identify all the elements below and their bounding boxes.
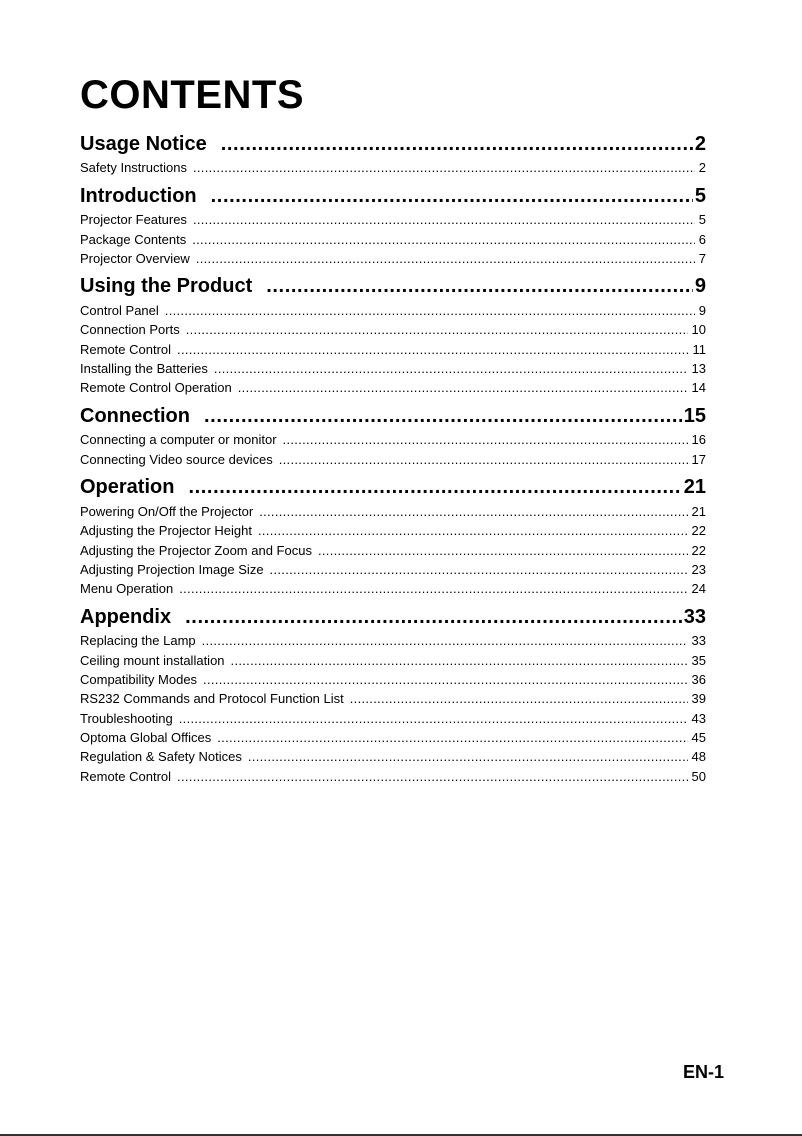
toc-section[interactable] [80,599,706,632]
dot-leader [279,450,688,469]
toc-entry-page: 43 [691,710,706,726]
toc-entry-label: Troubleshooting [80,710,173,726]
toc-entry-label: Compatibility Modes [80,671,198,687]
toc-entry-page: 23 [691,561,706,577]
dot-leader [221,130,693,159]
dot-leader [350,689,688,708]
dot-leader [188,473,681,502]
toc-entry-label: Regulation & Safety Notices [80,749,242,765]
dot-leader [186,320,688,339]
toc-entry-label: Adjusting the Projector Zoom and Focus [80,542,312,558]
toc-section-page: 21 [683,476,706,499]
dot-leader [179,709,688,728]
toc-entry-label: Remote Control [80,768,172,784]
toc-entry[interactable] [80,579,706,598]
dot-leader [202,631,688,650]
toc-entry-label: Remote Control [80,341,172,357]
toc-entry-label: Package Contents [80,231,187,247]
page-title: CONTENTS [80,73,304,117]
toc-entry[interactable] [80,430,706,449]
toc-entry-label: Installing the Batteries [80,361,208,377]
toc-entry-label: Connecting Video source devices [80,451,273,467]
dot-leader [238,378,688,397]
toc-entry-page: 36 [691,671,706,687]
toc-section-page: 9 [694,275,706,298]
toc-entry-page: 16 [691,432,706,448]
toc-entry-page: 48 [691,749,706,765]
toc-entry[interactable] [80,670,706,689]
dot-leader [217,728,687,747]
toc-entry-label: Connecting a computer or monitor [80,432,277,448]
toc-entry[interactable] [80,301,706,320]
toc-entry-label: Optoma Global Offices [80,729,212,745]
dot-leader [185,603,682,632]
dot-leader [283,430,688,449]
toc-entry-page: 10 [691,322,706,338]
toc-entry-page: 14 [691,380,706,396]
page-number: EN-1 [682,1062,724,1082]
toc-section[interactable] [80,268,706,301]
toc-entry-page: 2 [698,160,706,176]
toc-entry[interactable] [80,521,706,540]
toc-entry[interactable] [80,378,706,397]
toc-entry-label: Ceiling mount installation [80,652,225,668]
toc-entry-label: Powering On/Off the Projector [80,503,254,519]
toc-entry-page: 13 [691,361,706,377]
toc-entry[interactable] [80,158,706,177]
toc-entry-page: 17 [691,451,706,467]
dot-leader [259,502,687,521]
dot-leader [192,230,695,249]
dot-leader [211,182,693,211]
toc-entry[interactable] [80,709,706,728]
toc-entry-label: Connection Ports [80,322,180,338]
toc-entry-page: 7 [698,251,706,266]
toc-entry[interactable] [80,249,706,268]
toc-entry-page: 21 [691,503,706,519]
dot-leader [318,541,688,560]
toc-entry[interactable] [80,560,706,579]
toc-entry-page: 22 [691,542,706,558]
toc-entry-page: 22 [691,523,706,539]
dot-leader [179,579,687,598]
toc-section-page: 5 [694,184,706,207]
toc-entry-page: 39 [691,691,706,707]
dot-leader [266,272,693,301]
toc-section[interactable] [80,126,706,159]
toc-entry[interactable] [80,450,706,469]
toc-entry-label: Remote Control Operation [80,380,232,396]
toc-section-label: Appendix [80,605,172,628]
dot-leader [270,560,688,579]
toc-entry-page: 33 [691,633,706,649]
toc-entry[interactable] [80,728,706,747]
toc-entry[interactable] [80,502,706,521]
toc-section-label: Using the Product [80,275,253,298]
toc-entry[interactable] [80,747,706,766]
dot-leader [196,249,695,268]
toc-entry-page: 5 [698,212,706,228]
dot-leader [231,651,688,670]
toc-entry-page: 9 [698,303,706,319]
toc-entry-page: 24 [691,581,706,597]
toc-section-page: 15 [683,404,706,427]
toc-section-label: Connection [80,404,190,427]
toc-entry-label: Replacing the Lamp [80,633,196,649]
dot-leader [214,359,688,378]
toc-entry-page: 50 [691,768,706,784]
dot-leader [193,158,695,177]
dot-leader [193,210,695,229]
toc-entry[interactable] [80,340,706,359]
toc-entry[interactable] [80,631,706,650]
toc-entry-label: Safety Instructions [80,160,187,176]
dot-leader [248,747,688,766]
toc-entry[interactable] [80,651,706,670]
dot-leader [177,767,687,786]
dot-leader [165,301,695,320]
toc-section-label: Usage Notice [80,132,207,155]
toc-entry[interactable] [80,230,706,249]
toc-entry-label: Menu Operation [80,581,174,597]
toc-entry[interactable] [80,210,706,229]
toc-section-page: 2 [694,132,706,155]
toc-section-label: Introduction [80,184,197,207]
toc-entry-label: Projector Features [80,212,187,228]
toc-entry[interactable] [80,359,706,378]
toc-section-label: Operation [80,476,175,499]
toc-entry-page: 35 [691,652,706,668]
toc-entry[interactable] [80,767,706,786]
table-of-contents [80,126,706,786]
toc-entry-page: 45 [691,729,706,745]
dot-leader [177,340,688,359]
toc-section[interactable] [80,398,706,431]
toc-section[interactable] [80,469,706,502]
toc-entry-label: Adjusting the Projector Height [80,523,252,539]
toc-entry-page: 6 [698,231,706,247]
toc-entry[interactable] [80,320,706,339]
toc-entry-label: Control Panel [80,303,159,319]
toc-entry[interactable] [80,689,706,708]
toc-section[interactable] [80,178,706,211]
dot-leader [258,521,688,540]
toc-entry-page: 11 [692,341,706,357]
dot-leader [203,670,687,689]
dot-leader [204,402,682,431]
toc-entry-label: Adjusting Projection Image Size [80,561,264,577]
toc-entry[interactable] [80,541,706,560]
toc-section-page: 33 [683,605,706,628]
toc-entry-label: RS232 Commands and Protocol Function List [80,691,344,707]
toc-entry-label: Projector Overview [80,251,190,266]
